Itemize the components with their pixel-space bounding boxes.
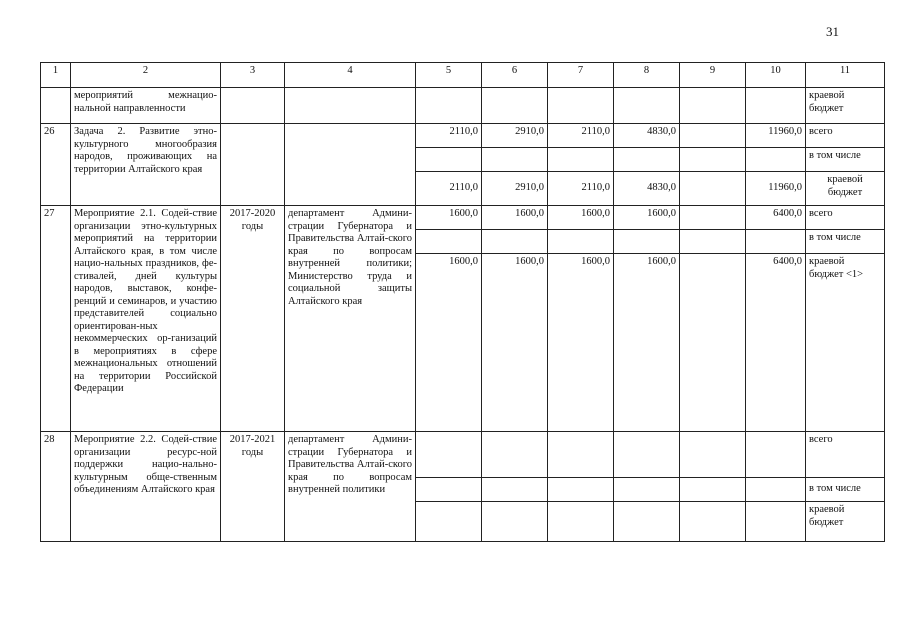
- value-cell: 2910,0: [482, 172, 548, 206]
- period-text: 2017-2020 годы: [221, 206, 285, 432]
- col-header-2: 2: [71, 63, 221, 88]
- value-cell: 2110,0: [416, 124, 482, 148]
- row-number: 28: [41, 432, 71, 542]
- value-cell: 11960,0: [746, 172, 806, 206]
- value-cell: 1600,0: [416, 206, 482, 230]
- value-cell: 2110,0: [548, 124, 614, 148]
- value-cell: 4830,0: [614, 172, 680, 206]
- value-cell: 2110,0: [548, 172, 614, 206]
- program-table: [40, 62, 885, 542]
- col-header-9: 9: [680, 63, 746, 88]
- budget-label: в том числе: [806, 148, 885, 172]
- row-number: 26: [41, 124, 71, 206]
- value-cell: 6400,0: [746, 206, 806, 230]
- col-header-4: 4: [285, 63, 416, 88]
- col-header-1: 1: [41, 63, 71, 88]
- value-cell: 1600,0: [614, 254, 680, 432]
- table-row: [41, 124, 885, 148]
- measure-text: Задача 2. Развитие этно-культурного многообразия народов, проживающих на территории Алтайского края: [71, 124, 221, 206]
- row-number: 27: [41, 206, 71, 432]
- table-row: [41, 206, 885, 230]
- measure-text: Мероприятие 2.1. Содей-ствие организации этно-культурных мероприятий на территории Алтайского края, в том числе нацио-нальных праздников, фе-стивалей, дней культуры народов, выставок, конфе-ренций и семинаров, и участию представителей социально ориентирован-ных некоммерческих ор-ганизаций в мероприятиях в сфере межнациональных отношений на территории Российской Федерации: [71, 206, 221, 432]
- value-cell: 1600,0: [482, 206, 548, 230]
- executor-text: департамент Админи-страции Губернатора и Правительства Алтай-ского края по вопросам внутренней политики: [285, 432, 416, 542]
- budget-label: краевой бюджет: [806, 502, 885, 542]
- value-cell: 1600,0: [614, 206, 680, 230]
- value-cell: 1600,0: [548, 206, 614, 230]
- measure-text: Мероприятие 2.2. Содей-ствие организации ресурс-ной поддержки нацио-нально-культурным обще-ственным объединениям Алтайского края: [71, 432, 221, 542]
- header-row: [41, 63, 885, 88]
- budget-label: всего: [806, 124, 885, 148]
- budget-label: всего: [806, 432, 885, 478]
- budget-label: краевой бюджет: [806, 172, 885, 206]
- budget-label: краевой бюджет <1>: [806, 254, 885, 432]
- value-cell: 6400,0: [746, 254, 806, 432]
- value-cell: 2110,0: [416, 172, 482, 206]
- budget-label: в том числе: [806, 478, 885, 502]
- col-header-8: 8: [614, 63, 680, 88]
- col-header-7: 7: [548, 63, 614, 88]
- col-header-5: 5: [416, 63, 482, 88]
- value-cell: 2910,0: [482, 124, 548, 148]
- col-header-10: 10: [746, 63, 806, 88]
- value-cell: 11960,0: [746, 124, 806, 148]
- col-header-11: 11: [806, 63, 885, 88]
- page-number: 31: [826, 24, 839, 39]
- budget-label: в том числе: [806, 230, 885, 254]
- value-cell: 1600,0: [416, 254, 482, 432]
- value-cell: 1600,0: [482, 254, 548, 432]
- col-header-3: 3: [221, 63, 285, 88]
- executor-text: департамент Админи-страции Губернатора и Правительства Алтай-ского края по вопросам внутренней политики; Министерство труда и социальной защиты Алтайского края: [285, 206, 416, 432]
- value-cell: 1600,0: [548, 254, 614, 432]
- period-text: 2017-2021 годы: [221, 432, 285, 542]
- measure-text: мероприятий межнацио-нальной направленности: [71, 88, 221, 124]
- value-cell: 4830,0: [614, 124, 680, 148]
- budget-label: всего: [806, 206, 885, 230]
- table-row: [41, 88, 885, 124]
- budget-label: краевой бюджет: [806, 88, 885, 124]
- table-row: [41, 432, 885, 478]
- col-header-6: 6: [482, 63, 548, 88]
